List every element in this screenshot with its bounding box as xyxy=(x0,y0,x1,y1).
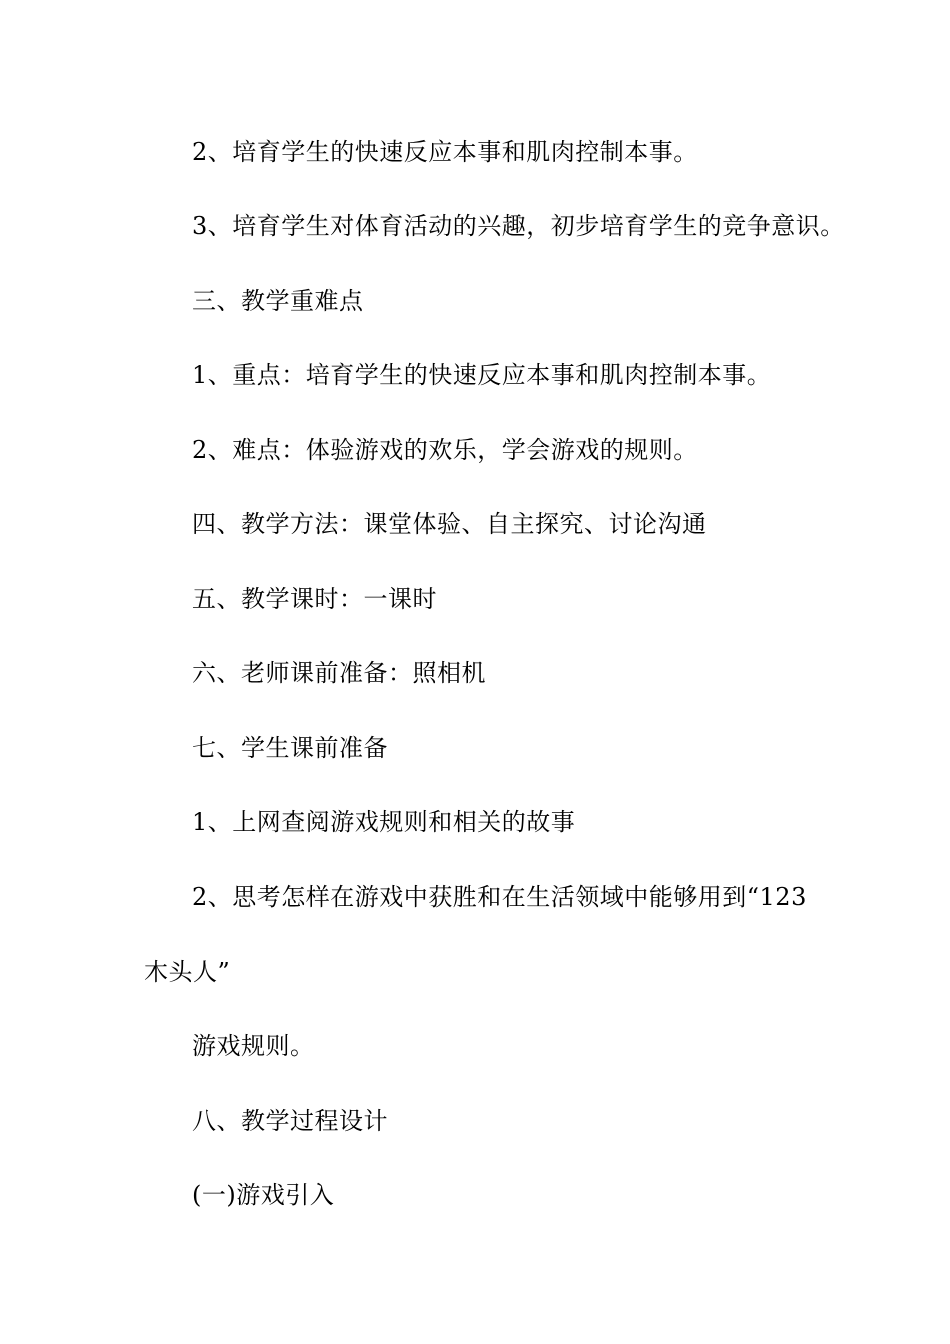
section-heading-6: 六、老师课前准备：照相机 xyxy=(192,659,486,687)
section-heading-7: 七、学生课前准备 xyxy=(192,734,388,762)
paragraph-prep-2-continuation: 木头人” xyxy=(144,958,231,986)
paragraph-difficulty: 2、难点：体验游戏的欢乐，学会游戏的规则。 xyxy=(192,436,698,464)
paragraph-prep-2: 2、思考怎样在游戏中获胜和在生活领域中能够用到“123 xyxy=(192,883,807,911)
paragraph-prep-1: 1、上网查阅游戏规则和相关的故事 xyxy=(192,808,576,836)
paragraph-goal-3: 3、培育学生对体育活动的兴趣，初步培育学生的竞争意识。 xyxy=(192,212,845,240)
paragraph-game-rules: 游戏规则。 xyxy=(192,1032,315,1060)
paragraph-key-point: 1、重点：培育学生的快速反应本事和肌肉控制本事。 xyxy=(192,361,772,389)
subsection-heading-1: (一)游戏引入 xyxy=(192,1181,335,1209)
section-heading-8: 八、教学过程设计 xyxy=(192,1107,388,1135)
section-heading-3: 三、教学重难点 xyxy=(192,287,364,315)
paragraph-goal-2: 2、培育学生的快速反应本事和肌肉控制本事。 xyxy=(192,138,698,166)
section-heading-4: 四、教学方法：课堂体验、自主探究、讨论沟通 xyxy=(192,510,707,538)
section-heading-5: 五、教学课时：一课时 xyxy=(192,585,437,613)
